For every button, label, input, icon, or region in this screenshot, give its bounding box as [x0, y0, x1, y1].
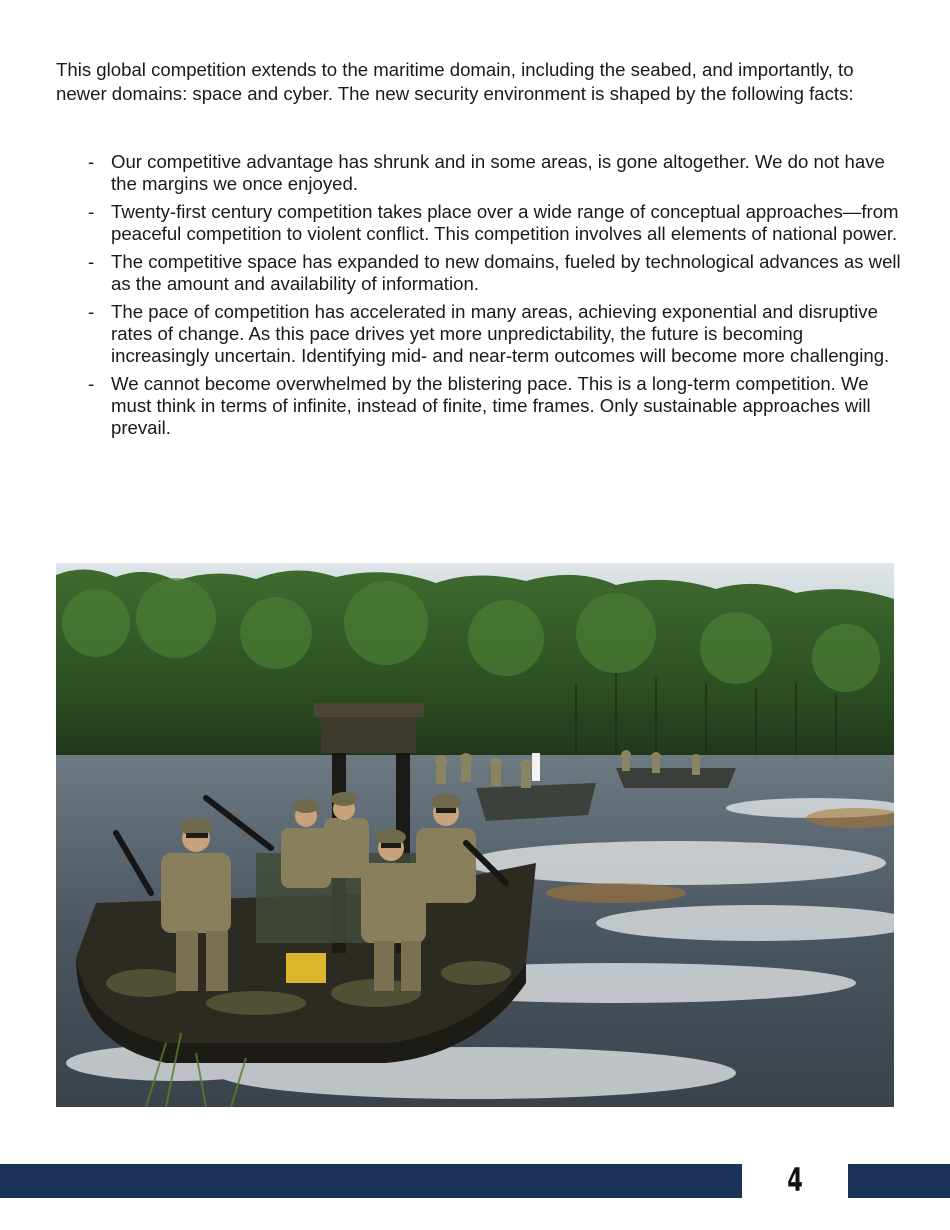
list-item — [88, 373, 903, 439]
bullet-dash: - — [88, 251, 95, 272]
riverine-boats-photo — [56, 563, 894, 1107]
fact-text: We cannot become overwhelmed by the blistering pace. This is a long-term competition. We must think in terms of infinite, instead of finite, time frames. Only sustainable approaches will prevail. — [111, 373, 871, 438]
list-item — [88, 201, 903, 245]
footer-bar-right — [848, 1164, 950, 1198]
fact-text: Our competitive advantage has shrunk and in some areas, is gone altogether. We do not have the margins we once enjoyed. — [111, 151, 885, 194]
bullet-dash: - — [88, 201, 95, 222]
list-item — [88, 301, 903, 367]
intro-paragraph: This global competition extends to the maritime domain, including the seabed, and importantly, to newer domains: space and cyber. The new security environment is shaped by the following facts: — [56, 59, 854, 104]
fact-text: Twenty-first century competition takes place over a wide range of conceptual approaches—from peaceful competition to violent conflict. This competition involves all elements of national power. — [111, 201, 899, 244]
fact-text: The competitive space has expanded to new domains, fueled by technological advances as well as the amount and availability of information. — [111, 251, 901, 294]
fact-text: The pace of competition has accelerated in many areas, achieving exponential and disruptive rates of change. As this pace drives yet more unpredictability, the future is becoming increasingly uncertain. Identifying mid- and near-term outcomes will become more challenging. — [111, 301, 890, 366]
list-item — [88, 151, 903, 195]
bullet-dash: - — [88, 151, 95, 172]
bullet-dash: - — [88, 301, 95, 322]
footer-bar-left — [0, 1164, 742, 1198]
page-number: 4 — [787, 1161, 803, 1199]
photo-illustration — [56, 563, 894, 1107]
bullet-dash: - — [88, 373, 95, 394]
facts-list — [88, 151, 903, 445]
list-item — [88, 251, 903, 295]
